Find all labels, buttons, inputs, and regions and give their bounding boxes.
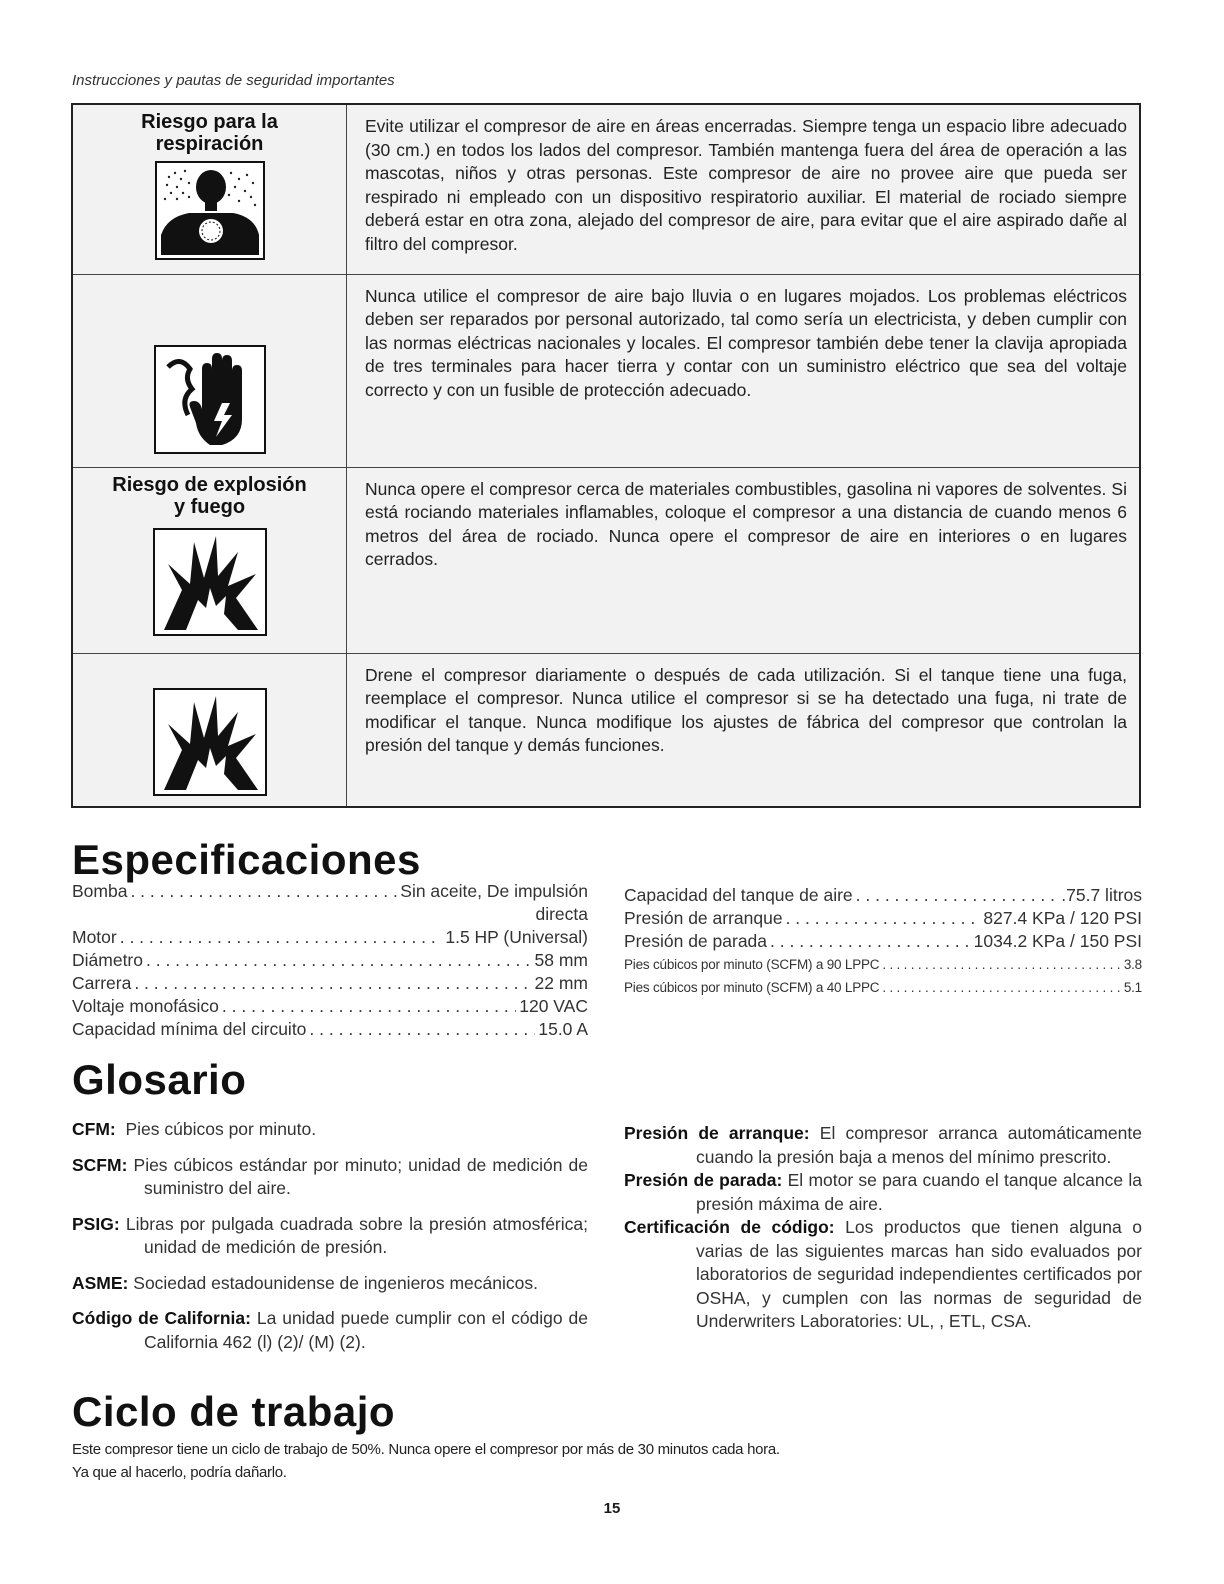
glossary-item-cfm: CFM: Pies cúbicos por minuto. [72, 1119, 317, 1139]
running-header: Instrucciones y pautas de seguridad importantes [72, 72, 395, 89]
explosion-icon [153, 688, 267, 796]
glossary-item-psig: PSIG: Libras por pulgada cuadrada sobre la presión atmosférica; unidad de medición de presión. [72, 1213, 588, 1257]
spec-row-tanque: Capacidad del tanque de aire . . . .75.7 litros [624, 884, 1142, 907]
duty-cycle-line: Este compresor tiene un ciclo de trabajo de 50%. Nunca opere el compresor por más de 30 minutos cada hora. [72, 1441, 780, 1458]
spec-row-voltaje: Voltaje monofásico . . . 120 VAC [72, 995, 588, 1018]
glossary-heading: Glosario [72, 1056, 247, 1103]
hazard-text: Evite utilizar el compresor de aire en áreas encerradas. Siempre tenga un espacio libre adecuado (30 cm.) en todos los lados del compresor. También mantenga fuera del área de operación a las mascotas, niños y otras personas. Este compresor de aire no provee aire que pueda ser respirado ni empleado con un dispositivo respiratorio auxiliar. El material de rociado siempre deberá estar en otra zona, alejado del compresor de aire, para evitar que el aire aspirado dañe al filtro del compresor. [347, 104, 1141, 274]
hazard-text: Nunca utilice el compresor de aire bajo lluvia o en lugares mojados. Los problemas eléctricos deben ser reparados por personal autorizado, tal como sería un electricista, y deben cumplir con las normas eléctricas nacionales y locales. El compresor también debe tener la clavija apropiada de tres terminales para hacer tierra y contar con un suministro eléctrico que sea del voltaje correcto y con un fusible de protección adecuado. [347, 274, 1141, 467]
spec-row-motor: Motor . . . 1.5 HP (Universal) [72, 926, 588, 949]
spec-row-carrera: Carrera . . . 22 mm [72, 972, 588, 995]
safety-row [72, 653, 1140, 807]
glossary-item-arranque: Presión de arranque: El compresor arranca automáticamente cuando la presión baja a menos del mínimo prescrito. [624, 1123, 1142, 1167]
safety-row [72, 467, 1140, 653]
hazard-title: Riesgo para la respiración [141, 111, 278, 155]
spec-row-parada: Presión de parada . . . 1034.2 KPa / 150 PSI [624, 930, 1142, 953]
spec-row-diametro: Diámetro . . . 58 mm [72, 949, 588, 972]
glossary-item-certificacion: Certificación de código: Los productos que tienen alguna o varias de las siguientes marcas han sido evaluados por laboratorios de seguridad independientes certificados por OSHA, y cumplen con las normas de seguridad de Underwriters Laboratories: UL, , ETL, CSA. [624, 1217, 1142, 1331]
spec-row-bomba-cont: directa [535, 904, 588, 924]
glossary-right-column [624, 1122, 1142, 1334]
duty-cycle-heading: Ciclo de trabajo [72, 1388, 396, 1435]
spec-row-scfm-40: Pies cúbicos por minuto (SCFM) a 40 LPPC . . . 5.1 [624, 976, 1142, 999]
duty-cycle-line: Ya que al hacerlo, podría dañarlo. [72, 1464, 287, 1481]
hazard-text: Nunca opere el compresor cerca de materiales combustibles, gasolina ni vapores de solventes. Si está rociando materiales inflamables, coloque el compresor a una distancia de cuando menos 6 metros del área de rociado. Nunca opere el compresor de aire en interiores o en lugares cerrados. [347, 467, 1141, 653]
hazard-text: Drene el compresor diariamente o después de cada utilización. Si el tanque tiene una fuga, reemplace el compresor. Nunca utilice el compresor si se ha detectado una fuga, ni trate de modificar el tanque. Nunca modifique los ajustes de fábrica del compresor que controlan la presión del tanque y demás funciones. [347, 653, 1141, 807]
glossary-item-california: Código de California: La unidad puede cumplir con el código de California 462 (l) (2)/ (M) (2). [72, 1308, 588, 1352]
electric-shock-icon [154, 345, 266, 454]
glossary-left-column [72, 1118, 588, 1354]
spec-row-arranque: Presión de arranque . . . 827.4 KPa / 120 PSI [624, 907, 1142, 930]
spec-row-scfm-90: Pies cúbicos por minuto (SCFM) a 90 LPPC . . . 3.8 [624, 953, 1142, 976]
safety-row [72, 274, 1140, 467]
safety-row [72, 104, 1140, 274]
specs-heading: Especificaciones [72, 836, 421, 883]
respiration-hazard-icon [155, 161, 265, 260]
glossary-item-asme: ASME: Sociedad estadounidense de ingenieros mecánicos. [72, 1272, 538, 1293]
glossary-item-scfm: SCFM: Pies cúbicos estándar por minuto; unidad de medición de suministro del aire. [72, 1154, 588, 1198]
explosion-icon [153, 528, 267, 636]
safety-table [71, 103, 1141, 808]
spec-row-circuito: Capacidad mínima del circuito . . . 15.0 A [72, 1018, 588, 1041]
glossary-item-parada: Presión de parada: El motor se para cuando el tanque alcance la presión máxima de aire. [624, 1170, 1142, 1214]
duty-cycle-text [72, 1438, 780, 1484]
spec-row-bomba: Bomba . . . Sin aceite, De impulsión [72, 880, 588, 903]
page-number: 15 [603, 1500, 621, 1517]
specs-left-column [72, 880, 588, 1041]
hazard-title: Riesgo de explosión y fuego [112, 473, 307, 518]
specs-right-column [624, 884, 1142, 999]
